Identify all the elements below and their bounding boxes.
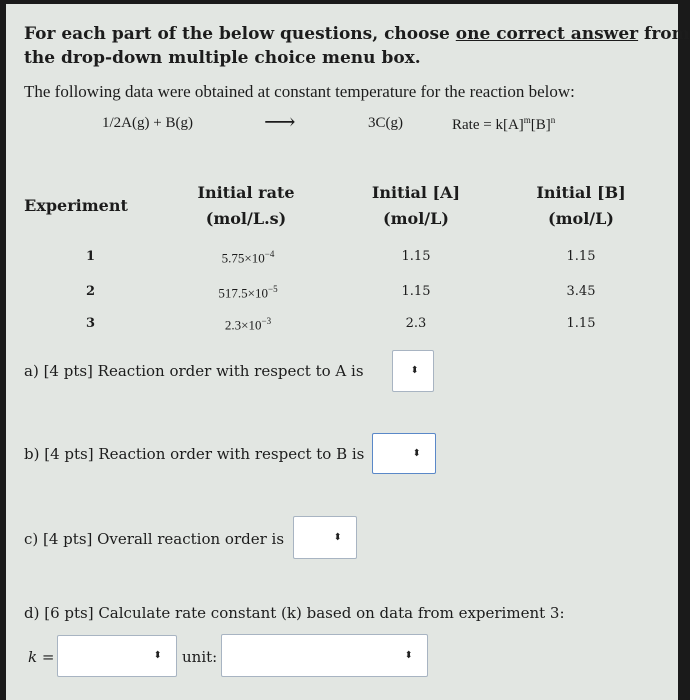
intro-text: The following data were obtained at constant temperature for the reaction below: [24, 82, 575, 101]
question-d: d) [6 pts] Calculate rate constant (k) based on data from experiment 3: [24, 604, 565, 622]
instructions-line2: the drop-down multiple choice menu box. [24, 48, 421, 68]
reaction-arrow: ⟶ [264, 110, 296, 135]
reaction-reactants: 1/2A(g) + B(g) [102, 115, 193, 131]
overall-order-select[interactable] [293, 516, 357, 559]
header-rate: Initial rate (mol/L.s) [197, 183, 295, 228]
cell-a: 2.3 [405, 316, 427, 331]
header-b: Initial [B] (mol/L) [536, 183, 626, 228]
cell-a: 1.15 [401, 249, 431, 264]
cell-b: 1.15 [566, 249, 596, 264]
cell-experiment: 2 [86, 284, 96, 299]
k-label: k = [28, 648, 55, 666]
header-experiment: Experiment [24, 196, 128, 215]
cell-experiment: 1 [86, 249, 96, 264]
unit-label: unit: [182, 648, 218, 666]
k-value-select[interactable] [57, 635, 177, 677]
k-unit-select[interactable] [221, 634, 428, 677]
cell-b: 3.45 [566, 284, 596, 299]
select-arrows-icon: ⬍ [410, 365, 419, 376]
cell-rate: $5.75\times 10^{-4}$ [221, 249, 275, 266]
rate-law: Rate = $k[A]^m[B]^n$ [452, 115, 556, 133]
reaction-product: 3C(g) [368, 115, 403, 131]
cell-a: 1.15 [401, 284, 431, 299]
select-arrows-icon: ⬍ [333, 531, 342, 543]
cell-rate: $517.5\times 10^{-5}$ [218, 284, 278, 301]
select-arrows-icon: ⬍ [404, 649, 413, 661]
header-a: Initial [A] (mol/L) [371, 183, 461, 228]
question-b: b) [4 pts] Reaction order with respect to B is [24, 445, 365, 463]
question-a: a) [4 pts] Reaction order with respect to A is [24, 362, 364, 380]
cell-b: 1.15 [566, 316, 596, 331]
instructions-line1: For each part of the below questions, choose one correct answer from [24, 24, 690, 44]
question-c: c) [4 pts] Overall reaction order is [24, 530, 285, 548]
cell-experiment: 3 [86, 316, 96, 331]
order-b-select[interactable] [372, 433, 436, 474]
question-page [6, 4, 690, 700]
select-arrows-icon: ⬍ [412, 447, 421, 459]
cell-rate: $2.3\times 10^{-3}$ [224, 316, 272, 333]
order-a-select[interactable] [392, 350, 434, 392]
select-arrows-icon: ⬍ [153, 650, 162, 661]
